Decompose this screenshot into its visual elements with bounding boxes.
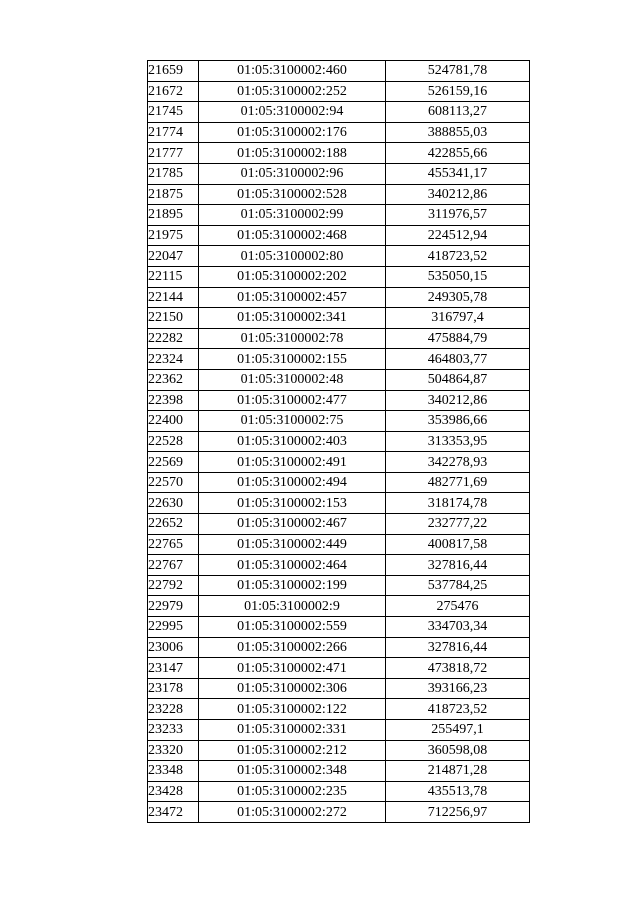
cadastral-number-cell: 01:05:3100002:80 — [199, 246, 386, 267]
cadastral-number-cell: 01:05:3100002:9 — [199, 596, 386, 617]
cadastral-value-cell: 482771,69 — [386, 472, 530, 493]
record-number-cell: 23428 — [148, 781, 199, 802]
record-number-cell: 21745 — [148, 102, 199, 123]
cadastral-number-cell: 01:05:3100002:494 — [199, 472, 386, 493]
table-row — [148, 575, 530, 596]
cadastral-value-cell: 316797,4 — [386, 308, 530, 329]
record-number-cell: 23320 — [148, 740, 199, 761]
record-number-cell: 23233 — [148, 720, 199, 741]
table-row — [148, 472, 530, 493]
cadastral-value-cell: 340212,86 — [386, 390, 530, 411]
cadastral-value-cell: 327816,44 — [386, 637, 530, 658]
record-number-cell: 21777 — [148, 143, 199, 164]
record-number-cell: 21785 — [148, 163, 199, 184]
cadastral-value-cell: 524781,78 — [386, 61, 530, 82]
cadastral-number-cell: 01:05:3100002:202 — [199, 266, 386, 287]
cadastral-value-cell: 393166,23 — [386, 678, 530, 699]
record-number-cell: 21659 — [148, 61, 199, 82]
cadastral-value-cell: 422855,66 — [386, 143, 530, 164]
table-row — [148, 637, 530, 658]
record-number-cell: 22115 — [148, 266, 199, 287]
table-row — [148, 781, 530, 802]
cadastral-number-cell: 01:05:3100002:235 — [199, 781, 386, 802]
cadastral-value-cell: 418723,52 — [386, 699, 530, 720]
table-row — [148, 678, 530, 699]
table-row — [148, 493, 530, 514]
cadastral-number-cell: 01:05:3100002:449 — [199, 534, 386, 555]
table-row — [148, 328, 530, 349]
table-row — [148, 369, 530, 390]
record-number-cell: 22652 — [148, 514, 199, 535]
cadastral-value-cell: 473818,72 — [386, 658, 530, 679]
record-number-cell: 22765 — [148, 534, 199, 555]
cadastral-value-cell: 327816,44 — [386, 555, 530, 576]
cadastral-value-cell: 526159,16 — [386, 81, 530, 102]
cadastral-number-cell: 01:05:3100002:212 — [199, 740, 386, 761]
record-number-cell: 21895 — [148, 205, 199, 226]
cadastral-number-cell: 01:05:3100002:559 — [199, 617, 386, 638]
cadastral-number-cell: 01:05:3100002:467 — [199, 514, 386, 535]
cadastral-value-cell: 464803,77 — [386, 349, 530, 370]
table-row — [148, 122, 530, 143]
cadastral-number-cell: 01:05:3100002:266 — [199, 637, 386, 658]
cadastral-number-cell: 01:05:3100002:491 — [199, 452, 386, 473]
record-number-cell: 22995 — [148, 617, 199, 638]
cadastral-value-cell: 334703,34 — [386, 617, 530, 638]
table-row — [148, 452, 530, 473]
record-number-cell: 22150 — [148, 308, 199, 329]
record-number-cell: 22324 — [148, 349, 199, 370]
table-row — [148, 514, 530, 535]
record-number-cell: 23472 — [148, 802, 199, 823]
cadastral-number-cell: 01:05:3100002:457 — [199, 287, 386, 308]
cadastral-number-cell: 01:05:3100002:75 — [199, 411, 386, 432]
cadastral-value-cell: 455341,17 — [386, 163, 530, 184]
record-number-cell: 23006 — [148, 637, 199, 658]
cadastral-value-cell: 249305,78 — [386, 287, 530, 308]
record-number-cell: 22979 — [148, 596, 199, 617]
cadastral-value-cell: 435513,78 — [386, 781, 530, 802]
record-number-cell: 22528 — [148, 431, 199, 452]
cadastral-value-cell: 360598,08 — [386, 740, 530, 761]
record-number-cell: 23178 — [148, 678, 199, 699]
cadastral-value-cell: 232777,22 — [386, 514, 530, 535]
record-number-cell: 22282 — [148, 328, 199, 349]
record-number-cell: 22400 — [148, 411, 199, 432]
cadastral-number-cell: 01:05:3100002:122 — [199, 699, 386, 720]
record-number-cell: 21975 — [148, 225, 199, 246]
cadastral-value-cell: 388855,03 — [386, 122, 530, 143]
record-number-cell: 22362 — [148, 369, 199, 390]
table-row — [148, 555, 530, 576]
record-number-cell: 22569 — [148, 452, 199, 473]
cadastral-number-cell: 01:05:3100002:96 — [199, 163, 386, 184]
cadastral-value-cell: 400817,58 — [386, 534, 530, 555]
cadastral-number-cell: 01:05:3100002:155 — [199, 349, 386, 370]
cadastral-number-cell: 01:05:3100002:528 — [199, 184, 386, 205]
cadastral-value-cell: 342278,93 — [386, 452, 530, 473]
table-row — [148, 205, 530, 226]
cadastral-value-cell: 224512,94 — [386, 225, 530, 246]
cadastral-value-cell: 353986,66 — [386, 411, 530, 432]
cadastral-number-cell: 01:05:3100002:306 — [199, 678, 386, 699]
cadastral-value-cell: 475884,79 — [386, 328, 530, 349]
table-row — [148, 102, 530, 123]
cadastral-number-cell: 01:05:3100002:153 — [199, 493, 386, 514]
cadastral-value-cell: 311976,57 — [386, 205, 530, 226]
cadastral-value-cell: 418723,52 — [386, 246, 530, 267]
table-row — [148, 225, 530, 246]
cadastral-number-cell: 01:05:3100002:348 — [199, 761, 386, 782]
table-row — [148, 61, 530, 82]
table-row — [148, 658, 530, 679]
record-number-cell: 21875 — [148, 184, 199, 205]
cadastral-value-cell: 340212,86 — [386, 184, 530, 205]
table-row — [148, 266, 530, 287]
cadastral-number-cell: 01:05:3100002:199 — [199, 575, 386, 596]
table-body — [148, 61, 530, 823]
cadastral-number-cell: 01:05:3100002:471 — [199, 658, 386, 679]
table-row — [148, 740, 530, 761]
table-row — [148, 431, 530, 452]
table-row — [148, 596, 530, 617]
cadastral-value-cell: 214871,28 — [386, 761, 530, 782]
cadastral-value-cell: 255497,1 — [386, 720, 530, 741]
record-number-cell: 22570 — [148, 472, 199, 493]
record-number-cell: 22630 — [148, 493, 199, 514]
cadastral-number-cell: 01:05:3100002:331 — [199, 720, 386, 741]
record-number-cell: 21672 — [148, 81, 199, 102]
table-row — [148, 390, 530, 411]
cadastral-number-cell: 01:05:3100002:48 — [199, 369, 386, 390]
table-row — [148, 287, 530, 308]
cadastral-number-cell: 01:05:3100002:99 — [199, 205, 386, 226]
table-row — [148, 143, 530, 164]
cadastral-number-cell: 01:05:3100002:460 — [199, 61, 386, 82]
table-row — [148, 308, 530, 329]
cadastral-number-cell: 01:05:3100002:341 — [199, 308, 386, 329]
record-number-cell: 23147 — [148, 658, 199, 679]
record-number-cell: 22144 — [148, 287, 199, 308]
cadastral-value-cell: 275476 — [386, 596, 530, 617]
table-row — [148, 163, 530, 184]
table-row — [148, 761, 530, 782]
table-row — [148, 349, 530, 370]
cadastral-number-cell: 01:05:3100002:403 — [199, 431, 386, 452]
record-number-cell: 23348 — [148, 761, 199, 782]
cadastral-number-cell: 01:05:3100002:78 — [199, 328, 386, 349]
table-row — [148, 246, 530, 267]
record-number-cell: 22398 — [148, 390, 199, 411]
table-row — [148, 411, 530, 432]
cadastral-number-cell: 01:05:3100002:477 — [199, 390, 386, 411]
record-number-cell: 22047 — [148, 246, 199, 267]
table-row — [148, 534, 530, 555]
table-row — [148, 184, 530, 205]
table-row — [148, 617, 530, 638]
cadastral-value-cell: 537784,25 — [386, 575, 530, 596]
record-number-cell: 23228 — [148, 699, 199, 720]
cadastral-number-cell: 01:05:3100002:468 — [199, 225, 386, 246]
cadastral-number-cell: 01:05:3100002:272 — [199, 802, 386, 823]
cadastral-value-cell: 504864,87 — [386, 369, 530, 390]
cadastral-value-cell: 313353,95 — [386, 431, 530, 452]
cadastral-number-cell: 01:05:3100002:252 — [199, 81, 386, 102]
cadastral-number-cell: 01:05:3100002:94 — [199, 102, 386, 123]
record-number-cell: 21774 — [148, 122, 199, 143]
cadastral-value-cell: 712256,97 — [386, 802, 530, 823]
cadastral-value-cell: 318174,78 — [386, 493, 530, 514]
table-row — [148, 699, 530, 720]
cadastral-number-cell: 01:05:3100002:188 — [199, 143, 386, 164]
cadastral-number-cell: 01:05:3100002:464 — [199, 555, 386, 576]
cadastral-number-cell: 01:05:3100002:176 — [199, 122, 386, 143]
cadastral-value-cell: 608113,27 — [386, 102, 530, 123]
table-row — [148, 81, 530, 102]
table-row — [148, 802, 530, 823]
cadastral-value-table — [147, 60, 530, 823]
cadastral-value-cell: 535050,15 — [386, 266, 530, 287]
table-row — [148, 720, 530, 741]
record-number-cell: 22792 — [148, 575, 199, 596]
record-number-cell: 22767 — [148, 555, 199, 576]
